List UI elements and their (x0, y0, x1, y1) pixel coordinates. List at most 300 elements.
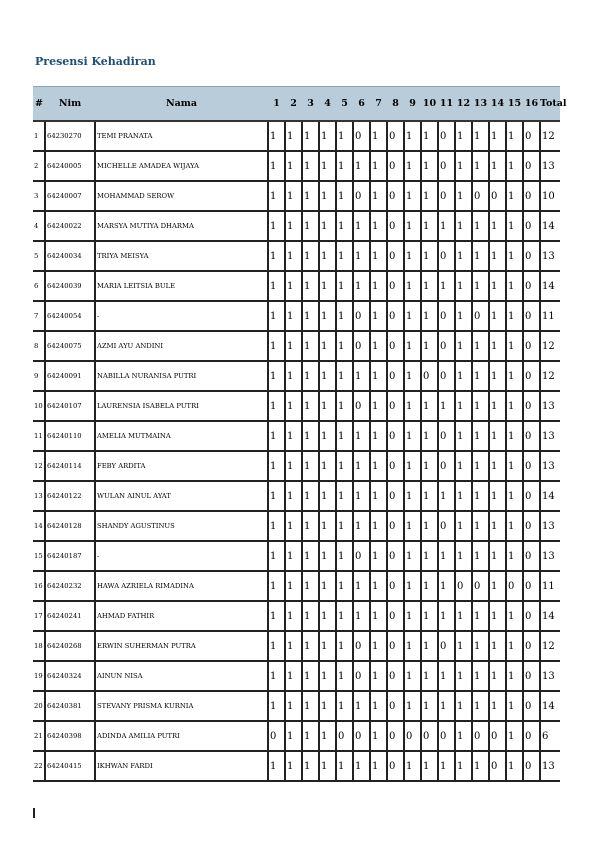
attendance-cell: 1 (421, 391, 438, 421)
attendance-cell: 1 (404, 601, 421, 631)
attendance-cell: 1 (268, 121, 285, 151)
row-number: 5 (33, 241, 45, 271)
table-row (33, 211, 560, 241)
attendance-cell: 0 (353, 631, 370, 661)
attendance-cell: 1 (506, 691, 523, 721)
attendance-cell: 1 (370, 121, 387, 151)
attendance-cell: 1 (285, 601, 302, 631)
attendance-cell: 0 (387, 691, 404, 721)
attendance-cell: 0 (489, 751, 506, 781)
student-name: WULAN AINUL AYAT (95, 481, 268, 511)
attendance-cell: 1 (506, 661, 523, 691)
attendance-cell: 1 (421, 751, 438, 781)
attendance-cell: 1 (455, 121, 472, 151)
attendance-cell: 1 (438, 211, 455, 241)
student-name: MICHELLE AMADEA WIJAYA (95, 151, 268, 181)
attendance-total: 12 (540, 631, 560, 661)
attendance-cell: 1 (421, 301, 438, 331)
attendance-cell: 1 (472, 361, 489, 391)
attendance-cell: 1 (489, 691, 506, 721)
attendance-cell: 1 (319, 541, 336, 571)
attendance-cell: 1 (421, 691, 438, 721)
column-header: 12 (455, 87, 472, 122)
student-name: IKHWAN FARDI (95, 751, 268, 781)
student-name: STEVANY PRISMA KURNIA (95, 691, 268, 721)
student-nim: 64240034 (45, 241, 95, 271)
attendance-cell: 1 (336, 241, 353, 271)
student-nim: 64240005 (45, 151, 95, 181)
student-nim: 64240075 (45, 331, 95, 361)
attendance-cell: 1 (268, 541, 285, 571)
row-number: 12 (33, 451, 45, 481)
attendance-total: 14 (540, 271, 560, 301)
table-row (33, 661, 560, 691)
attendance-cell: 0 (387, 751, 404, 781)
attendance-cell: 1 (353, 751, 370, 781)
attendance-cell: 1 (455, 181, 472, 211)
attendance-cell: 1 (455, 661, 472, 691)
table-continuation-line (33, 808, 35, 818)
attendance-cell: 0 (387, 661, 404, 691)
row-number: 10 (33, 391, 45, 421)
attendance-cell: 1 (285, 331, 302, 361)
attendance-cell: 1 (489, 241, 506, 271)
attendance-cell: 1 (268, 481, 285, 511)
row-number: 22 (33, 751, 45, 781)
attendance-cell: 1 (302, 181, 319, 211)
table-row (33, 151, 560, 181)
attendance-cell: 0 (387, 391, 404, 421)
attendance-cell: 1 (336, 421, 353, 451)
column-header: Nama (95, 87, 268, 122)
table-row (33, 421, 560, 451)
attendance-cell: 1 (285, 361, 302, 391)
attendance-cell: 1 (455, 481, 472, 511)
attendance-cell: 1 (455, 421, 472, 451)
student-nim: 64240187 (45, 541, 95, 571)
attendance-cell: 1 (421, 121, 438, 151)
column-header: 7 (370, 87, 387, 122)
attendance-cell: 1 (302, 511, 319, 541)
attendance-cell: 0 (438, 721, 455, 751)
attendance-cell: 0 (387, 541, 404, 571)
attendance-cell: 1 (506, 151, 523, 181)
attendance-cell: 1 (421, 541, 438, 571)
attendance-cell: 0 (353, 721, 370, 751)
attendance-cell: 0 (472, 721, 489, 751)
attendance-cell: 0 (421, 361, 438, 391)
attendance-cell: 1 (319, 331, 336, 361)
attendance-cell: 1 (319, 121, 336, 151)
student-nim: 64240415 (45, 751, 95, 781)
attendance-cell: 1 (319, 391, 336, 421)
attendance-cell: 0 (438, 451, 455, 481)
attendance-cell: 1 (302, 661, 319, 691)
attendance-cell: 1 (370, 451, 387, 481)
student-name: ERWIN SUHERMAN PUTRA (95, 631, 268, 661)
attendance-cell: 1 (302, 631, 319, 661)
attendance-total: 14 (540, 211, 560, 241)
attendance-cell: 1 (285, 631, 302, 661)
row-number: 8 (33, 331, 45, 361)
attendance-cell: 1 (319, 571, 336, 601)
attendance-cell: 1 (489, 571, 506, 601)
row-number: 18 (33, 631, 45, 661)
attendance-cell: 1 (506, 451, 523, 481)
attendance-cell: 1 (302, 451, 319, 481)
attendance-cell: 1 (489, 391, 506, 421)
attendance-cell: 1 (285, 241, 302, 271)
attendance-cell: 1 (336, 511, 353, 541)
attendance-cell: 0 (387, 631, 404, 661)
attendance-cell: 1 (404, 571, 421, 601)
attendance-cell: 1 (489, 121, 506, 151)
attendance-cell: 0 (472, 181, 489, 211)
attendance-cell: 1 (336, 331, 353, 361)
attendance-cell: 1 (472, 661, 489, 691)
attendance-cell: 1 (455, 541, 472, 571)
student-nim: 64240054 (45, 301, 95, 331)
attendance-cell: 1 (489, 481, 506, 511)
table-row (33, 391, 560, 421)
attendance-total: 11 (540, 571, 560, 601)
attendance-cell: 1 (404, 271, 421, 301)
attendance-cell: 0 (523, 301, 540, 331)
attendance-cell: 1 (421, 211, 438, 241)
attendance-cell: 1 (268, 301, 285, 331)
attendance-cell: 1 (285, 511, 302, 541)
attendance-cell: 1 (506, 541, 523, 571)
attendance-cell: 1 (472, 271, 489, 301)
attendance-cell: 1 (319, 361, 336, 391)
attendance-cell: 1 (455, 211, 472, 241)
attendance-cell: 0 (438, 241, 455, 271)
attendance-cell: 1 (353, 451, 370, 481)
attendance-cell: 1 (421, 331, 438, 361)
table-row (33, 451, 560, 481)
attendance-cell: 1 (285, 691, 302, 721)
attendance-cell: 1 (370, 391, 387, 421)
column-header: 16 (523, 87, 540, 122)
table-row (33, 241, 560, 271)
column-header: 9 (404, 87, 421, 122)
attendance-cell: 1 (438, 571, 455, 601)
attendance-cell: 1 (370, 661, 387, 691)
attendance-cell: 1 (268, 361, 285, 391)
attendance-cell: 1 (302, 751, 319, 781)
attendance-cell: 1 (336, 661, 353, 691)
attendance-cell: 1 (353, 571, 370, 601)
attendance-cell: 1 (455, 601, 472, 631)
row-number: 19 (33, 661, 45, 691)
attendance-cell: 1 (285, 541, 302, 571)
attendance-cell: 0 (438, 331, 455, 361)
attendance-cell: 1 (336, 631, 353, 661)
attendance-cell: 1 (455, 151, 472, 181)
attendance-cell: 0 (523, 421, 540, 451)
column-header: 11 (438, 87, 455, 122)
attendance-cell: 0 (387, 451, 404, 481)
attendance-cell: 1 (506, 511, 523, 541)
student-name: MARIA LEITSIA BULE (95, 271, 268, 301)
attendance-cell: 1 (319, 451, 336, 481)
row-number: 13 (33, 481, 45, 511)
attendance-cell: 1 (472, 751, 489, 781)
attendance-cell: 1 (285, 451, 302, 481)
attendance-cell: 0 (438, 181, 455, 211)
attendance-cell: 1 (268, 451, 285, 481)
attendance-total: 12 (540, 361, 560, 391)
attendance-cell: 0 (472, 301, 489, 331)
attendance-cell: 1 (421, 661, 438, 691)
attendance-cell: 0 (387, 721, 404, 751)
attendance-total: 13 (540, 541, 560, 571)
attendance-cell: 1 (268, 271, 285, 301)
attendance-cell: 1 (302, 331, 319, 361)
attendance-cell: 0 (523, 271, 540, 301)
attendance-cell: 1 (353, 481, 370, 511)
attendance-cell: 1 (268, 751, 285, 781)
attendance-cell: 0 (472, 571, 489, 601)
attendance-cell: 0 (353, 301, 370, 331)
attendance-cell: 1 (472, 421, 489, 451)
student-name: FEBY ARDITA (95, 451, 268, 481)
attendance-cell: 0 (353, 541, 370, 571)
attendance-cell: 1 (421, 601, 438, 631)
attendance-cell: 1 (455, 331, 472, 361)
attendance-cell: 1 (489, 151, 506, 181)
attendance-cell: 0 (438, 151, 455, 181)
attendance-cell: 0 (387, 211, 404, 241)
attendance-cell: 0 (523, 391, 540, 421)
attendance-cell: 1 (336, 271, 353, 301)
attendance-cell: 1 (370, 631, 387, 661)
attendance-total: 13 (540, 751, 560, 781)
attendance-cell: 1 (302, 301, 319, 331)
attendance-cell: 1 (268, 571, 285, 601)
attendance-cell: 0 (523, 691, 540, 721)
attendance-cell: 1 (404, 361, 421, 391)
student-name: SHANDY AGUSTINUS (95, 511, 268, 541)
attendance-cell: 1 (489, 301, 506, 331)
attendance-cell: 1 (268, 151, 285, 181)
attendance-cell: 1 (404, 391, 421, 421)
student-nim: 64240324 (45, 661, 95, 691)
attendance-cell: 1 (472, 481, 489, 511)
column-header: 2 (285, 87, 302, 122)
attendance-cell: 1 (336, 601, 353, 631)
student-nim: 64240110 (45, 421, 95, 451)
attendance-cell: 1 (319, 721, 336, 751)
attendance-cell: 0 (404, 721, 421, 751)
row-number: 2 (33, 151, 45, 181)
attendance-cell: 0 (523, 601, 540, 631)
attendance-cell: 1 (302, 361, 319, 391)
attendance-cell: 1 (319, 271, 336, 301)
attendance-cell: 1 (455, 301, 472, 331)
attendance-total: 12 (540, 331, 560, 361)
attendance-cell: 1 (472, 541, 489, 571)
attendance-cell: 0 (387, 241, 404, 271)
attendance-cell: 0 (523, 151, 540, 181)
attendance-cell: 1 (285, 301, 302, 331)
attendance-cell: 0 (523, 481, 540, 511)
table-row (33, 691, 560, 721)
attendance-cell: 1 (506, 301, 523, 331)
column-header: 6 (353, 87, 370, 122)
row-number: 9 (33, 361, 45, 391)
attendance-cell: 0 (421, 721, 438, 751)
attendance-cell: 1 (268, 631, 285, 661)
attendance-cell: 1 (302, 211, 319, 241)
table-row (33, 481, 560, 511)
column-header: 3 (302, 87, 319, 122)
attendance-cell: 1 (319, 601, 336, 631)
attendance-cell: 0 (523, 361, 540, 391)
attendance-cell: 0 (455, 571, 472, 601)
attendance-cell: 1 (336, 571, 353, 601)
table-row (33, 271, 560, 301)
attendance-cell: 1 (438, 601, 455, 631)
attendance-cell: 0 (506, 571, 523, 601)
student-nim: 64240241 (45, 601, 95, 631)
attendance-cell: 0 (353, 391, 370, 421)
attendance-cell: 0 (523, 331, 540, 361)
attendance-cell: 1 (268, 511, 285, 541)
attendance-cell: 1 (404, 541, 421, 571)
student-name: AMELIA MUTMAINA (95, 421, 268, 451)
attendance-cell: 1 (404, 211, 421, 241)
attendance-cell: 1 (404, 691, 421, 721)
attendance-cell: 1 (404, 751, 421, 781)
column-header: 13 (472, 87, 489, 122)
attendance-cell: 1 (319, 481, 336, 511)
attendance-cell: 0 (523, 721, 540, 751)
attendance-cell: 1 (370, 601, 387, 631)
column-header: 15 (506, 87, 523, 122)
attendance-cell: 1 (421, 271, 438, 301)
attendance-cell: 0 (489, 721, 506, 751)
attendance-total: 12 (540, 121, 560, 151)
attendance-cell: 1 (404, 511, 421, 541)
student-nim: 64240091 (45, 361, 95, 391)
attendance-cell: 1 (421, 631, 438, 661)
attendance-cell: 0 (438, 301, 455, 331)
attendance-cell: 1 (336, 691, 353, 721)
attendance-cell: 1 (370, 301, 387, 331)
table-row (33, 361, 560, 391)
attendance-cell: 1 (404, 181, 421, 211)
attendance-cell: 1 (319, 691, 336, 721)
attendance-cell: 1 (336, 151, 353, 181)
attendance-cell: 1 (472, 451, 489, 481)
attendance-cell: 1 (353, 691, 370, 721)
table-row (33, 751, 560, 781)
attendance-cell: 1 (336, 451, 353, 481)
attendance-cell: 1 (319, 241, 336, 271)
attendance-cell: 1 (319, 751, 336, 781)
attendance-total: 13 (540, 241, 560, 271)
attendance-total: 13 (540, 391, 560, 421)
attendance-cell: 1 (506, 481, 523, 511)
attendance-total: 13 (540, 151, 560, 181)
attendance-cell: 1 (370, 241, 387, 271)
table-row (33, 511, 560, 541)
student-nim: 64240398 (45, 721, 95, 751)
attendance-cell: 1 (336, 361, 353, 391)
attendance-cell: 1 (285, 571, 302, 601)
attendance-cell: 1 (285, 211, 302, 241)
column-header: 1 (268, 87, 285, 122)
row-number: 15 (33, 541, 45, 571)
student-name: TRIYA MEISYA (95, 241, 268, 271)
attendance-cell: 1 (472, 121, 489, 151)
row-number: 11 (33, 421, 45, 451)
attendance-cell: 1 (438, 751, 455, 781)
attendance-cell: 1 (285, 751, 302, 781)
attendance-cell: 0 (387, 271, 404, 301)
attendance-cell: 0 (387, 511, 404, 541)
attendance-cell: 1 (421, 451, 438, 481)
attendance-cell: 1 (285, 661, 302, 691)
attendance-cell: 0 (353, 121, 370, 151)
attendance-cell: 1 (268, 421, 285, 451)
student-nim: 64230270 (45, 121, 95, 151)
attendance-cell: 1 (506, 271, 523, 301)
attendance-total: 13 (540, 451, 560, 481)
attendance-cell: 1 (404, 421, 421, 451)
attendance-cell: 1 (489, 331, 506, 361)
attendance-cell: 0 (523, 631, 540, 661)
student-name: TEMI PRANATA (95, 121, 268, 151)
attendance-cell: 1 (302, 421, 319, 451)
attendance-cell: 1 (370, 331, 387, 361)
attendance-total: 6 (540, 721, 560, 751)
attendance-cell: 0 (523, 661, 540, 691)
attendance-cell: 1 (489, 541, 506, 571)
column-header: Total (540, 87, 560, 122)
student-nim: 64240114 (45, 451, 95, 481)
attendance-total: 10 (540, 181, 560, 211)
attendance-cell: 1 (353, 421, 370, 451)
attendance-cell: 1 (421, 571, 438, 601)
attendance-cell: 1 (421, 511, 438, 541)
student-nim: 64240381 (45, 691, 95, 721)
attendance-cell: 1 (455, 271, 472, 301)
table-row (33, 631, 560, 661)
attendance-cell: 1 (285, 421, 302, 451)
attendance-cell: 1 (302, 691, 319, 721)
attendance-cell: 1 (302, 391, 319, 421)
student-name: AHMAD FATHIR (95, 601, 268, 631)
student-name: MARSYA MUTIYA DHARMA (95, 211, 268, 241)
attendance-cell: 1 (302, 241, 319, 271)
attendance-cell: 0 (353, 331, 370, 361)
column-header: # (33, 87, 45, 122)
column-header: 8 (387, 87, 404, 122)
column-header: 5 (336, 87, 353, 122)
attendance-cell: 0 (523, 751, 540, 781)
attendance-cell: 1 (353, 211, 370, 241)
attendance-cell: 1 (336, 481, 353, 511)
attendance-cell: 0 (387, 571, 404, 601)
attendance-cell: 1 (506, 121, 523, 151)
attendance-cell: 1 (472, 631, 489, 661)
attendance-cell: 1 (506, 421, 523, 451)
attendance-cell: 1 (455, 691, 472, 721)
student-nim: 64240128 (45, 511, 95, 541)
row-number: 3 (33, 181, 45, 211)
